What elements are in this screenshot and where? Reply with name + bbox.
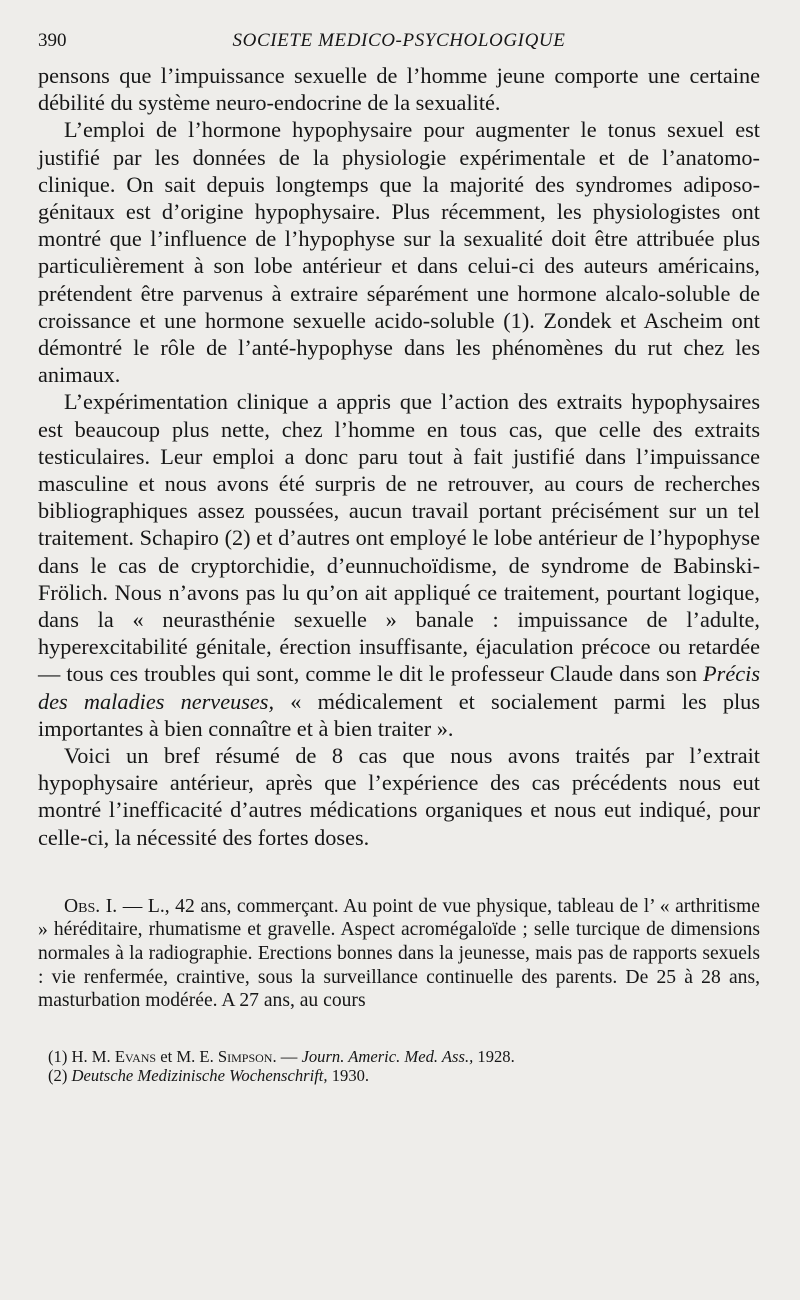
observation-text: — L., 42 ans, commerçant. Au point de vue physique, tableau de l’ « arthritisme » héréditaire, rhumatisme et gravelle. Aspect acromégaloïde ; selle turcique de dimensions normales à la radiographie. Erections bonnes dans la jeunesse, mais pas de rapports sexuels : vie renfermée, craintive, sous la surveillance continuelle des parents. De 25 à 28 ans, masturbation modérée. A 27 ans, au cours [38, 895, 760, 1012]
page-header [38, 0, 760, 62]
body-text [38, 62, 760, 851]
footnote-2-year: 1930. [327, 1065, 370, 1085]
footnote-2-journal: Deutsche Medizinische Wochenschrift, [71, 1065, 328, 1085]
footnotes [38, 1047, 760, 1085]
page-number: 390 [38, 30, 67, 51]
footnote-1-prefix: (1) H. M. [48, 1046, 115, 1066]
paragraph-4: Voici un bref résumé de 8 cas que nous avons traités par l’extrait hypophysaire antérieur, après que l’expérience des cas précédents nous eut montré l’inefficacité d’autres médications organiques et nous eut indiqué, pour celle-ci, la nécessité des fortes doses. [38, 743, 760, 850]
paragraph-3-text-b: « médicalement et socialement parmi les plus importantes à bien connaître et à bien traiter ». [38, 688, 760, 741]
footnote-1-journal: Journ. Americ. Med. Ass., [301, 1046, 474, 1066]
paragraph-1: pensons que l’impuissance sexuelle de l’homme jeune comporte une certaine débilité du système neuro-endocrine de la sexualité. [38, 63, 760, 116]
footnote-1-dash: . — [272, 1046, 302, 1066]
footnote-2 [48, 1066, 760, 1085]
running-title: SOCIETE MEDICO-PSYCHOLOGIQUE [232, 30, 566, 51]
footnote-2-prefix: (2) [48, 1065, 72, 1085]
paragraph-3-text-a: L’expérimentation clinique a appris que l’action des extraits hypophysaires est beaucoup plus nette, chez l’homme en tous cas, que celle des extraits testiculaires. Leur emploi a donc paru tout à fait justifié dans l’impuissance masculine et nous avons été surpris de ne retrouver, au cours de recherches bibliographiques assez poussées, aucun travail portant précisément sur un tel traitement. Schapiro (2) et d’autres ont employé le lobe antérieur de l’hypophyse dans le cas de cryptorchidie, d’eunnuchoïdisme, de syndrome de Babinski-Frölich. Nous n’avons pas lu qu’on ait appliqué ce traitement, pourtant logique, dans la « neurasthénie sexuelle » banale : impuissance de l’adulte, hyperexcitabilité génitale, érection insuffisante, éjaculation précoce ou retardée — tous ces troubles qui sont, comme le dit le professeur Claude dans son [38, 389, 760, 687]
footnote-1-author-1: Evans [114, 1046, 157, 1066]
paragraph-3 [38, 388, 760, 742]
observation-paragraph [38, 895, 760, 1013]
observation-block [38, 895, 760, 1013]
observation-label: Obs. I. [64, 895, 118, 917]
paragraph-2: L’emploi de l’hormone hypophysaire pour augmenter le tonus sexuel est justifié par les données de la physiologie expérimentale et de l’anatomo-clinique. On sait depuis longtemps que la majorité des syndromes adiposo-génitaux est d’origine hypophysaire. Plus récemment, les physiologistes ont montré que l’influence de l’hypophyse sur la sexualité doit être attribuée plus particulièrement à son lobe antérieur et dans celui-ci des auteurs américains, prétendent être parvenus à extraire séparément une hormone alcalo-soluble de croissance et une hormone sexuelle acido-soluble (1). Zondek et Ascheim ont démontré le rôle de l’anté-hypophyse dans les phénomènes du rut chez les animaux. [38, 117, 760, 388]
footnote-1 [48, 1047, 760, 1066]
footnote-1-year: 1928. [473, 1046, 515, 1066]
footnote-1-mid: et M. E. [156, 1046, 218, 1066]
footnote-1-author-2: Simpson [217, 1046, 273, 1066]
book-title: Précis des maladies nerveuses, [38, 661, 760, 714]
